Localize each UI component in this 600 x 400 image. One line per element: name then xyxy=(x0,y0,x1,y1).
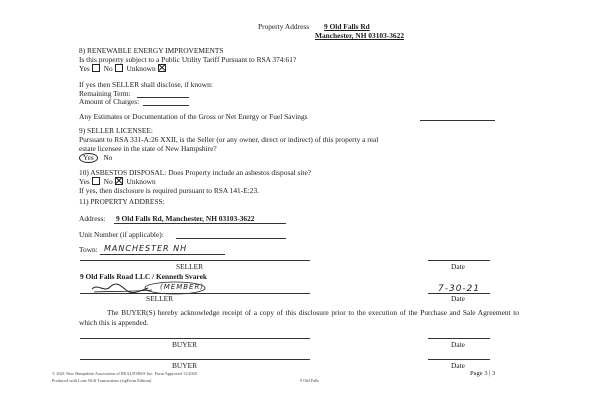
buyer-date-line-1[interactable] xyxy=(428,338,490,339)
seller-2-name: 9 Old Falls Road LLC / Kenneth Svarek xyxy=(80,272,207,281)
no-label: No xyxy=(103,177,113,186)
footer-line-1: © 2021 New Hampshire Association of REALTORS® Inc. Form Approved 11/2020 xyxy=(52,371,197,376)
estimates-line[interactable] xyxy=(420,120,495,121)
address-value[interactable]: 9 Old Falls Rd, Manchester, NH 03103-3622 xyxy=(116,214,255,223)
no-label: No xyxy=(103,64,113,73)
yes-checkbox[interactable] xyxy=(92,177,100,185)
seller-date-line-1[interactable] xyxy=(428,260,490,261)
section-9-answers xyxy=(79,153,112,163)
footer-line-3: 9 Old Falls xyxy=(300,378,320,383)
section-9-line2: estate licensee in the state of New Hampshire? xyxy=(79,144,217,153)
page-number: Page 3 | 3 xyxy=(470,370,496,377)
town-value[interactable]: MANCHESTER NH xyxy=(104,244,188,253)
no-checkbox[interactable] xyxy=(115,64,123,72)
unit-number-line[interactable] xyxy=(176,238,286,239)
yes-checkbox[interactable] xyxy=(92,64,100,72)
unit-number-label: Unit Number (if applicable): xyxy=(79,230,164,239)
header-street: 9 Old Falls Rd xyxy=(324,22,370,31)
disclose-text: If yes then SELLER shall disclose, if known: xyxy=(79,80,213,89)
buyer-signature-line-1[interactable] xyxy=(80,338,310,339)
no-checkbox-checked[interactable] xyxy=(115,177,123,185)
remaining-term-label: Remaining Term: xyxy=(79,89,131,98)
section-8-answers xyxy=(79,64,168,73)
member-note: (MEMBER) xyxy=(160,283,205,291)
seller-2-date[interactable]: 7-30-21 xyxy=(438,284,481,294)
unknown-label: Unknown xyxy=(126,64,156,73)
seller-signature-line-2[interactable] xyxy=(80,293,310,294)
date-label-1: Date xyxy=(451,262,465,271)
charges-label: Amount of Charges: xyxy=(79,97,140,106)
no-label: No xyxy=(103,153,113,162)
charges-line[interactable] xyxy=(143,105,189,106)
date-label-3: Date xyxy=(451,340,465,349)
yes-label: Yes xyxy=(79,177,90,186)
yes-circled[interactable]: Yes xyxy=(79,153,98,163)
header-city: Manchester, NH 03103-3622 xyxy=(315,31,405,40)
seller-label-2: SELLER xyxy=(146,294,174,303)
town-label: Town: xyxy=(79,245,98,254)
section-9-title: 9) SELLER LICENSEE: xyxy=(79,126,153,135)
section-10-note: If yes, then disclosure is required pursuant to RSA 141-E:23. xyxy=(79,186,260,195)
header-address-label: Property Address xyxy=(258,22,310,31)
section-8-title: 8) RENEWABLE ENERGY IMPROVEMENTS xyxy=(79,46,224,55)
buyer-label-1: BUYER xyxy=(172,340,198,349)
date-label-4: Date xyxy=(451,361,465,370)
unknown-label: Unknown xyxy=(126,177,156,186)
section-10-answers xyxy=(79,177,156,186)
buyer-signature-line-2[interactable] xyxy=(80,359,310,360)
buyer-acknowledgement: The BUYER(S) hereby acknowledge receipt of a copy of this disclosure prior to the execution of the Purchase and Sale Agreement to which this is appended. xyxy=(79,308,519,327)
buyer-date-line-2[interactable] xyxy=(428,359,490,360)
section-11-title: 11) PROPERTY ADDRESS: xyxy=(79,197,165,206)
seller-signature-line-1[interactable] xyxy=(80,260,310,261)
footer-line-2: Produced with Lone Wolf Transactions (zipForm Edition) xyxy=(52,378,152,383)
date-label-2: Date xyxy=(451,294,465,303)
address-line xyxy=(114,223,286,224)
remaining-term-line[interactable] xyxy=(137,97,189,98)
section-10-question: 10) ASBESTOS DISPOSAL: Does Property include an asbestos disposal site? xyxy=(79,168,312,177)
section-8-question: Is this property subject to a Public Utility Tariff Pursuant to RSA 374:61? xyxy=(79,55,297,64)
unknown-checkbox-checked[interactable] xyxy=(158,64,166,72)
yes-label: Yes xyxy=(79,64,90,73)
town-line xyxy=(100,254,225,255)
estimates-label: Any Estimates or Documentation of the Gross or Net Energy or Fuel Savings xyxy=(79,112,308,121)
address-label: Address: xyxy=(79,214,106,223)
buyer-label-2: BUYER xyxy=(172,361,198,370)
seller-label-1: SELLER xyxy=(176,262,204,271)
section-9-line1: Pursuant to RSA 331-A:26 XXII, is the Seller (or any owner, direct or indirect) of this property a real xyxy=(79,135,379,144)
